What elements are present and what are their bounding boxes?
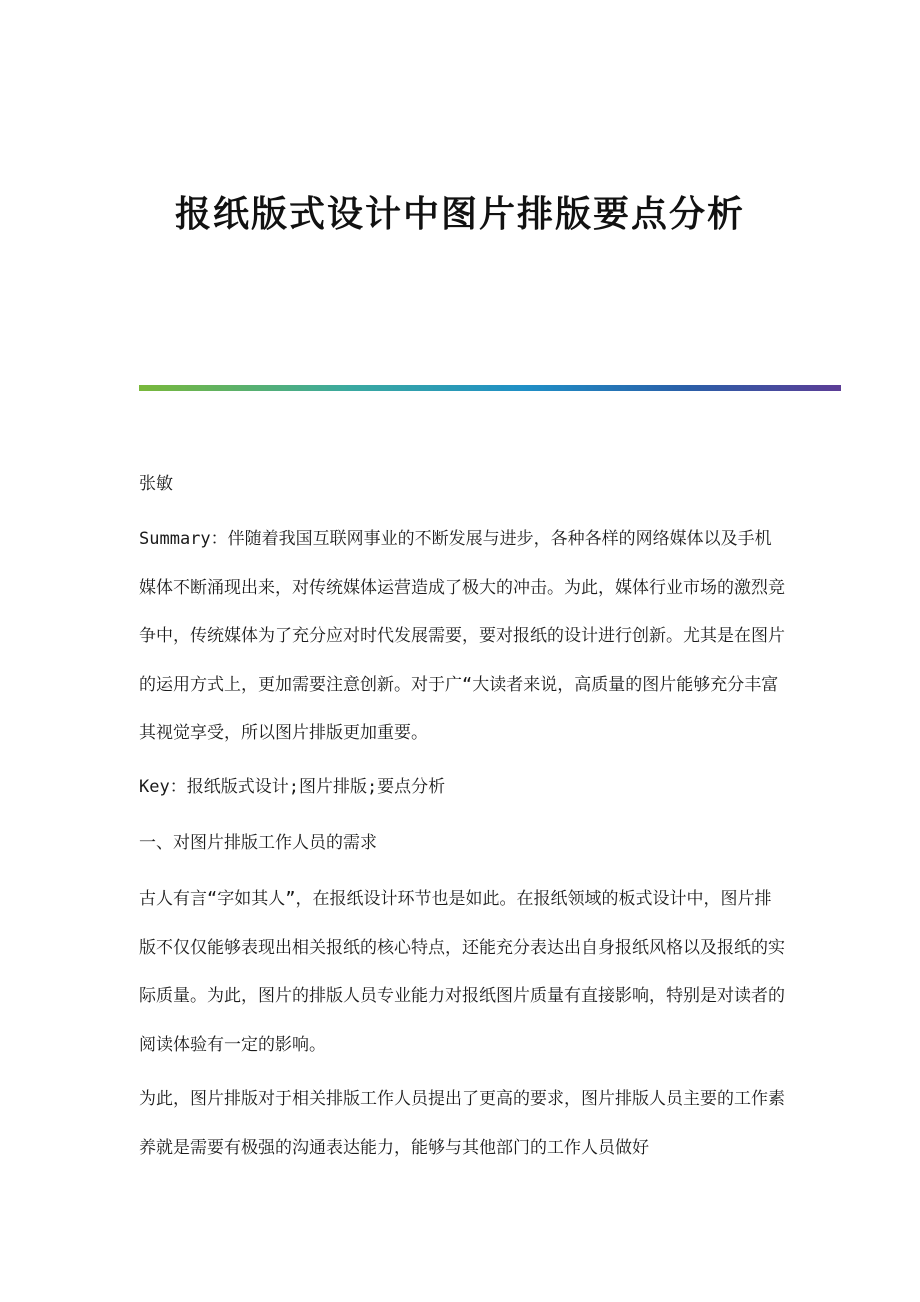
keywords-line: Key：报纸版式设计;图片排版;要点分析 <box>139 777 446 797</box>
body-paragraph: 为此，图片排版对于相关排版工作人员提出了更高的要求，图片排版人员主要的工作素养就是需要有极强的沟通表达能力，能够与其他部门的工作人员做好 <box>139 1089 785 1158</box>
section-heading: 一、对图片排版工作人员的需求 <box>139 833 377 853</box>
summary-paragraph: Summary：伴随着我国互联网事业的不断发展与进步，各种各样的网络媒体以及手机媒体不断涌现出来，对传统媒体运营造成了极大的冲击。为此，媒体行业市场的激烈竞争中，传统媒体为了充分应对时代发展需要，要对报纸的设计进行创新。尤其是在图片的运用方式上，更加需要注意创新。对于广“大读者来说，高质量的图片能够充分丰富其视觉享受，所以图片排版更加重要。 <box>139 529 785 743</box>
author-name: 张敏 <box>139 474 173 494</box>
gradient-divider <box>139 385 841 391</box>
document-title: 报纸版式设计中图片排版要点分析 <box>174 193 745 235</box>
body-paragraph: 古人有言“字如其人”，在报纸设计环节也是如此。在报纸领域的板式设计中，图片排版不仅仅能够表现出相关报纸的核心特点，还能充分表达出自身报纸风格以及报纸的实际质量。为此，图片的排版人员专业能力对报纸图片质量有直接影响，特别是对读者的阅读体验有一定的影响。 <box>139 889 785 1055</box>
